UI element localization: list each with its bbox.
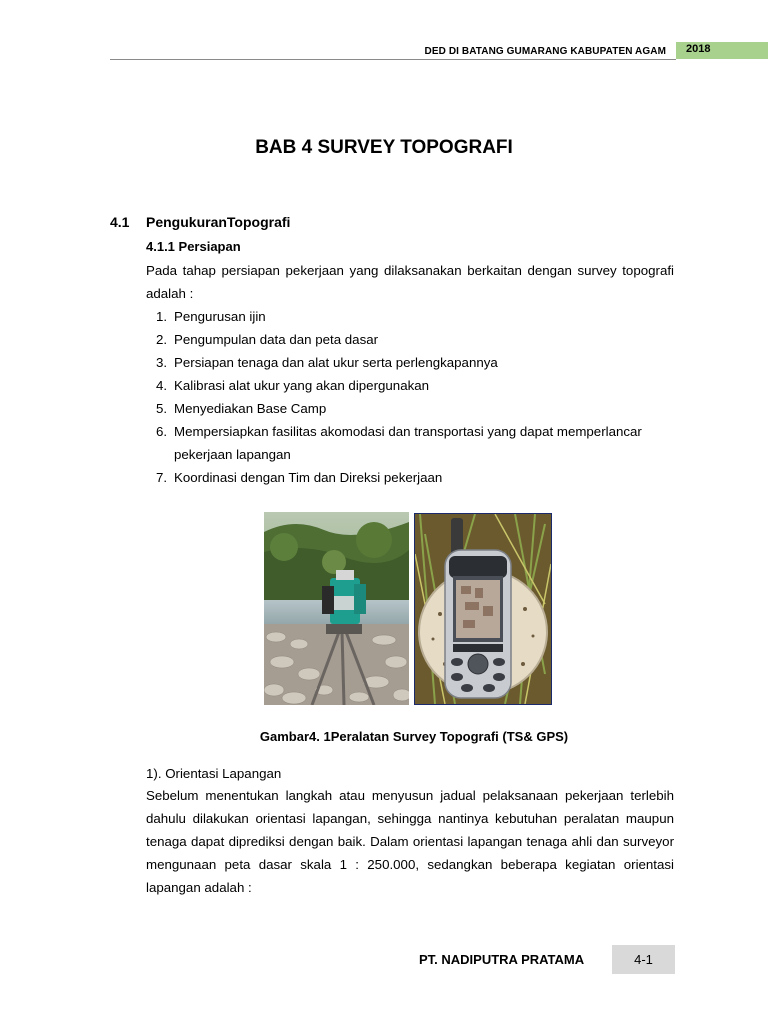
list-item [146, 351, 676, 374]
intro-paragraph: Pada tahap persiapan pekerjaan yang dilaksanakan berkaitan dengan survey topografi adalah : [146, 263, 674, 301]
list-item-text: Pengurusan ijin [174, 309, 266, 324]
gps-device-photo [414, 513, 552, 705]
list-item-number: 2. [156, 332, 168, 347]
list-item-text: Persiapan tenaga dan alat ukur serta perlengkapannya [174, 355, 498, 370]
orientation-paragraph: Sebelum menentukan langkah atau menyusun jadual pelaksanaan pekerjaan terlebih dahulu dilakukan orientasi lapangan, sehingga nantinya kebutuhan peralatan maupun tenaga dapat diprediksi dengan baik. Dalam orientasi lapangan tenaga ahli dan surveyor mengunaan peta dasar skala 1 : 250.000, sedangkan beberapa kegiatan orientasi lapangan adalah : [146, 788, 674, 895]
header-year: 2018 [676, 42, 768, 59]
list-item-text: Pengumpulan data dan peta dasar [174, 332, 379, 347]
list-item-text: Kalibrasi alat ukur yang akan dipergunakan [174, 378, 430, 393]
list-item [146, 328, 676, 351]
section-title: PengukuranTopografi [146, 214, 291, 230]
orientation-title: 1). Orientasi Lapangan [146, 766, 282, 781]
section-number: 4.1 [110, 214, 130, 230]
page-number: 4-1 [612, 945, 675, 974]
list-item-text: Koordinasi dengan Tim dan Direksi pekerjaan [174, 470, 443, 485]
list-item-number: 4. [156, 378, 168, 393]
total-station-photo [264, 512, 409, 705]
list-item [146, 466, 676, 489]
list-item [146, 420, 676, 466]
list-item [146, 374, 676, 397]
subsection-title: 4.1.1 Persiapan [146, 239, 241, 254]
list-item-number: 1. [156, 309, 168, 324]
list-item [146, 397, 676, 420]
header-rule [110, 59, 676, 60]
page-header [0, 42, 768, 62]
header-title: DED DI BATANG GUMARANG KABUPATEN AGAM [424, 46, 666, 57]
list-item-text: Menyediakan Base Camp [174, 401, 327, 416]
list-item-number: 5. [156, 401, 168, 416]
preparation-list [146, 305, 676, 489]
footer-company: PT. NADIPUTRA PRATAMA [419, 952, 585, 967]
list-item-number: 6. [156, 424, 168, 439]
list-item [146, 305, 676, 328]
list-item-text: Mempersiapkan fasilitas akomodasi dan transportasi yang dapat memperlancar pekerjaan lapangan [174, 424, 642, 462]
figure-caption: Gambar4. 1Peralatan Survey Topografi (TS& GPS) [259, 729, 569, 744]
list-item-number: 3. [156, 355, 168, 370]
chapter-title: BAB 4 SURVEY TOPOGRAFI [255, 137, 513, 158]
list-item-number: 7. [156, 470, 168, 485]
